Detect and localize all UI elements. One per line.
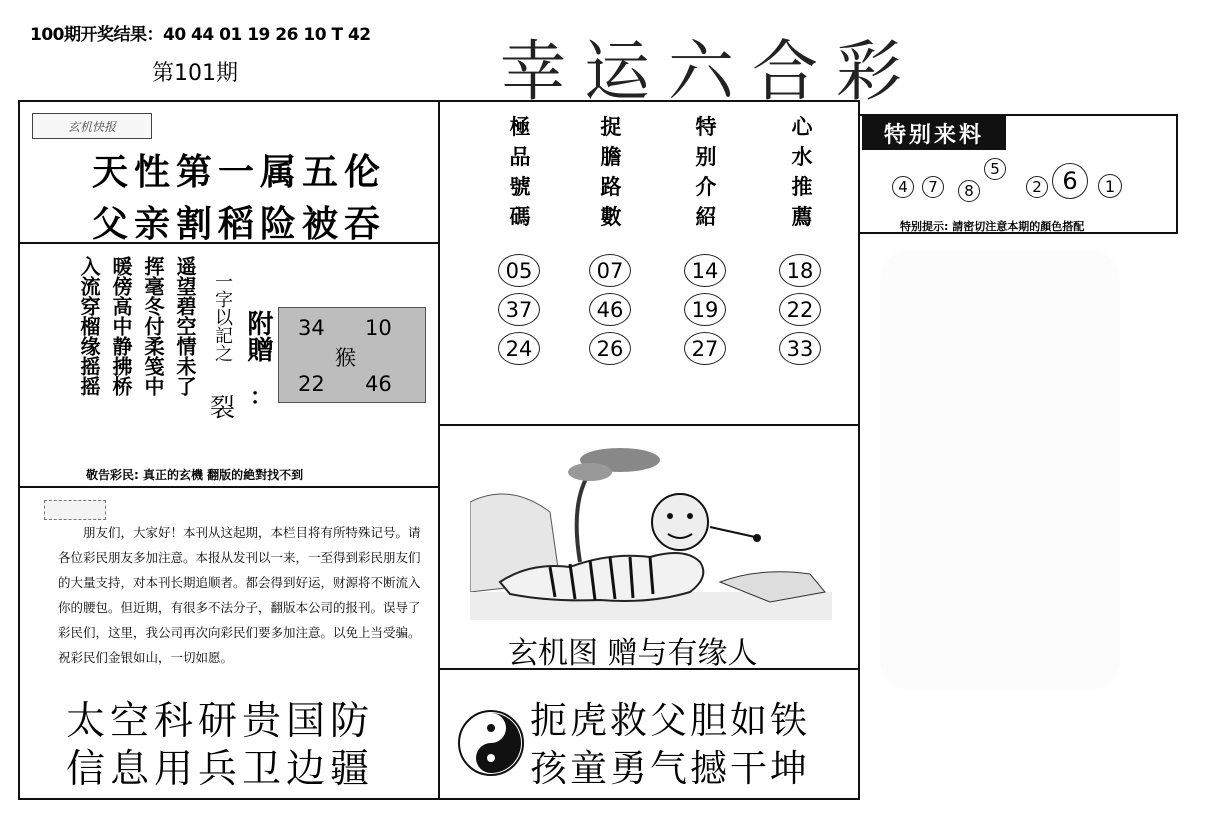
poem-line-3: 扼虎救父胆如铁: [530, 699, 810, 742]
divider-vertical-left: [438, 100, 440, 800]
gift-number: 10: [365, 316, 392, 340]
poem-line-1: 太空科研贵国防: [66, 699, 375, 744]
paragraph-header-image: [44, 500, 106, 520]
number-circle: 26: [589, 332, 631, 365]
special-number: 7: [922, 176, 944, 198]
divider-left-2: [18, 486, 438, 488]
number-circle: 46: [589, 293, 631, 326]
special-number: 6: [1052, 163, 1088, 199]
verse-line-1: 天性第一属五伦: [92, 151, 387, 193]
poem-line-4: 孩童勇气撼干坤: [530, 747, 810, 790]
yin-yang-icon: [458, 710, 524, 776]
special-number: 5: [984, 158, 1006, 180]
gift-zodiac: 猴: [335, 346, 356, 370]
column-header: 特别介紹: [695, 114, 717, 229]
gift-label: 附贈: [243, 310, 273, 362]
special-number: 2: [1026, 176, 1048, 198]
column-header: 心水推薦: [791, 114, 813, 229]
special-number: 4: [892, 176, 914, 198]
number-circle: 07: [589, 254, 631, 287]
number-circle: 37: [498, 293, 540, 326]
special-label: 特别来料: [862, 116, 1006, 150]
notice-text: 敬告彩民: 真正的玄機 翻版的絶對找不到: [86, 468, 304, 482]
tiger-illustration: [470, 442, 832, 620]
number-circle: 05: [498, 254, 540, 287]
verse-line-2: 父亲割稻险被吞: [92, 203, 387, 245]
vertical-column: 暖傍高中静拂桥: [109, 256, 133, 396]
hint-word: 裂: [210, 393, 236, 422]
number-circle: 24: [498, 332, 540, 365]
special-number: 1: [1098, 174, 1122, 198]
number-circle: 18: [779, 254, 821, 287]
vertical-column: 遥望碧空情未了: [173, 256, 197, 396]
illustration-caption: 玄机图 赠与有缘人: [508, 636, 758, 671]
gift-number: 34: [298, 316, 325, 340]
previous-result: 100期开奖结果：40 44 01 19 26 10 T 42: [30, 25, 371, 45]
section-tag: 玄机快报: [32, 113, 152, 139]
column-header: 捉膽路數: [600, 114, 622, 229]
gift-number: 46: [365, 372, 392, 396]
special-number: 8: [958, 180, 980, 202]
vertical-column: 挥毫冬付柔笺中: [141, 256, 165, 396]
number-circle: 27: [684, 332, 726, 365]
gift-box: [278, 307, 426, 403]
blank-area: [880, 250, 1120, 690]
gift-number: 22: [298, 372, 325, 396]
vertical-column: 入流穿榴缘摇摇: [77, 256, 101, 396]
number-circle: 22: [779, 293, 821, 326]
number-circle: 33: [779, 332, 821, 365]
column-header: 極品號碼: [509, 114, 531, 229]
divider-center-1: [438, 424, 860, 426]
poem-line-2: 信息用兵卫边疆: [66, 747, 375, 792]
number-circle: 14: [684, 254, 726, 287]
page-title: 幸运六合彩: [500, 33, 920, 110]
number-circle: 19: [684, 293, 726, 326]
issue-number: 第101期: [152, 61, 238, 86]
gift-colon: ：: [250, 385, 273, 410]
special-hint: 特别提示: 請密切注意本期的顏色搭配: [900, 220, 1085, 233]
notice-paragraph: 朋友们，大家好！本刊从这起期，本栏目将有所特殊记号。请各位彩民朋友多加注意。本报从发刊以一来，一至得到彩民朋友们的大量支持，对本刊长期追顺者。都会得到好运，财源将不断流入你的腰包。但近期，有很多不法分子，翻版本公司的报刊。误导了彩民们，这里，我公司再次向彩民们要多加注意。以免上当受骗。祝彩民们金银如山，一切如愿。: [58, 525, 421, 665]
word-hint: 一字以記之: [212, 272, 233, 362]
